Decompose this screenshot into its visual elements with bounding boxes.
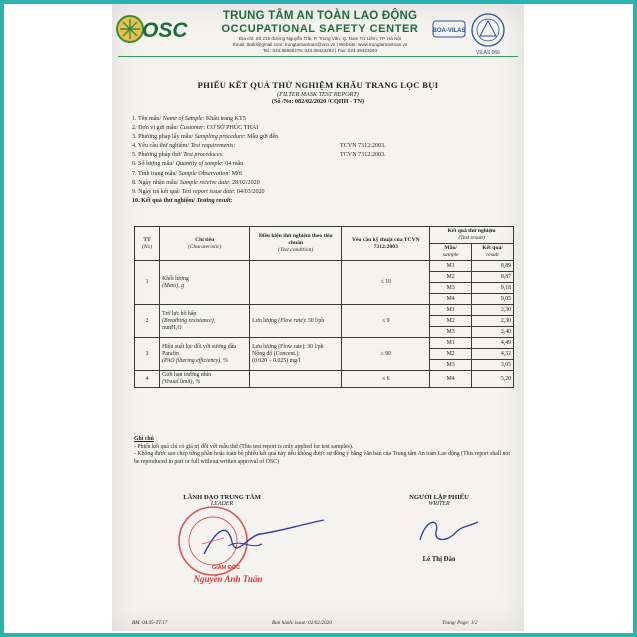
footer-page: Trang/ Page: 1/2 <box>442 620 478 626</box>
header-sample: Mẫu/ sample <box>430 244 472 261</box>
writer-signature-block <box>374 494 504 507</box>
result-cell: 5,20 <box>472 371 514 388</box>
notes-title: Ghi chú <box>134 436 154 442</box>
leader-role: GIÁM ĐỐC <box>211 565 241 571</box>
table-row <box>135 305 514 316</box>
leader-name: Nguyễn Anh Tuấn <box>193 574 263 584</box>
sample-cell: M2 <box>430 316 472 327</box>
footer-code: BM. 04.05-TT.17 <box>132 620 168 626</box>
header-characteristic: Chỉ tiêu (Charateristic) <box>160 227 250 261</box>
info-line-8: 8. Ngày nhận mẫu/ Sample receive date: 28/02/2020 <box>132 179 260 186</box>
leader-signature-icon <box>198 516 328 564</box>
letterhead <box>112 4 524 66</box>
writer-signature-icon <box>412 512 482 548</box>
result-cell: 2,40 <box>472 327 514 338</box>
org-phone: Tel.: 024.85858276, 024.39423293 | Fax: 024.39423293 <box>262 48 378 53</box>
info-line-10: 10. Kết quả thử nghiệm/ Testing result: <box>132 197 233 204</box>
row-2-condition: Lưu lượng (Flow rate): 30 l/ph <box>250 305 342 338</box>
sample-cell: M2 <box>430 272 472 283</box>
info-line-1: 1. Tên mẫu/ Name of Sample: Khẩu trang KT5 <box>132 116 246 122</box>
sample-info <box>132 115 512 206</box>
writer-subtitle: WRITER <box>428 501 450 507</box>
report-title-block <box>112 80 524 105</box>
osc-logo <box>114 12 202 46</box>
leader-title: LÃNH ĐẠO TRUNG TÂM <box>183 494 261 501</box>
sample-cell: M1 <box>430 338 472 349</box>
row-3-condition: Lưu lượng (Flow rate): 30 l/ph Nồng độ (Concent.): (0.020 ÷ 0.025) mg/l <box>250 338 342 371</box>
test-report-document <box>112 4 524 631</box>
sample-cell: M3 <box>430 327 472 338</box>
header-condition: Điều kiện thử nghiệm theo tiêu chuẩn (Test condition) <box>250 227 342 261</box>
row-3-no: 3 <box>135 338 160 371</box>
table-row <box>135 338 514 349</box>
org-contact: Email: ttatld@gmail.com; trungtamantoan@vnn.vn | Website: www.trungtamantoan.vn <box>232 42 408 47</box>
boa-vilas-logo <box>432 18 466 40</box>
result-cell: 9,18 <box>472 283 514 294</box>
sample-cell: M1 <box>430 261 472 272</box>
table-row <box>135 261 514 272</box>
header-result: Kết quả/ result <box>472 244 514 261</box>
report-number: (Số /No: 082/02/2020 /CQHH - TN) <box>271 98 365 105</box>
note-2: - Không được sao chép từng phần hoặc toàn bộ phiếu kết quả này nếu không được sự đồng ý bằng văn bản của Trung tâm An toàn Lao động (This report shall not be reproduced in part or full without written approval of OSC) <box>134 451 510 465</box>
result-cell: 2,30 <box>472 316 514 327</box>
results-table <box>134 226 514 388</box>
info-line-9: 9. Ngày trả kết quả/ Test report issue date: 04/03/2020 <box>132 188 265 195</box>
result-cell: 2,30 <box>472 305 514 316</box>
row-4-no: 4 <box>135 371 160 388</box>
footer-issue: Ban hành/ issue: 02/02/2020 <box>272 620 332 626</box>
row-2-requirement: ≤ 9 <box>342 305 430 338</box>
org-name-en: OCCUPATIONAL SAFETY CENTER <box>221 23 419 35</box>
org-name-vi: TRUNG TÂM AN TOÀN LAO ĐỘNG <box>222 10 418 22</box>
result-cell: 8,89 <box>472 261 514 272</box>
info-line-6: 6. Số lượng mẫu/ Quantity of sample: 04 mẫu <box>132 161 244 168</box>
info-line-5: 5. Phương pháp thử/ Test proceduces: TCVN 7312:2003. <box>132 152 386 159</box>
row-4-characteristic: Giới hạn trường nhìn (Visual limit), % <box>160 371 250 388</box>
leader-subtitle: LEADER <box>210 501 234 507</box>
header-divider <box>118 56 518 57</box>
row-1-condition <box>250 261 342 305</box>
info-line-2: 2. Đơn vị gửi mẫu/ Customer: CƠ SỞ PHÚC THÁI <box>132 125 259 132</box>
report-subtitle: (FILTER MASK TEST REPORT) <box>277 91 359 98</box>
header-result-group: Kết quả thử nghiệm (Test result) <box>430 227 514 244</box>
info-line-4: 4. Yêu cầu thử nghiệm/ Test requirements: TCVN 7312:2003. <box>132 143 386 150</box>
report-title: PHIẾU KẾT QUẢ THỬ NGHIỆM KHẨU TRANG LỌC BỤI <box>197 80 439 90</box>
sample-cell: M1 <box>430 305 472 316</box>
row-1-requirement: ≤ 10 <box>342 261 430 305</box>
writer-name: Lê Thị Đào <box>422 556 456 563</box>
row-4-requirement: ≤ 6 <box>342 371 430 388</box>
result-cell: 3,05 <box>472 360 514 371</box>
row-3-characteristic: Hiệu suất lọc đối với sương dầu Parafin (PAO filtering efficiency), % <box>160 338 250 371</box>
row-4-condition <box>250 371 342 388</box>
sample-cell: M2 <box>430 349 472 360</box>
table-row <box>135 371 514 388</box>
org-address: Địa chỉ: Số 216 đường Nguyễn Trãi, P. Trung Văn, Q. Nam Từ Liêm, TP. Hà Nội <box>238 36 402 41</box>
row-2-characteristic: Trở lực hô hấp (Breathing resistance), mmH₂O <box>160 305 250 338</box>
cert2-text: VILAS 066 <box>476 50 500 56</box>
notes-block <box>134 436 516 466</box>
row-2-no: 2 <box>135 305 160 338</box>
info-line-7: 7. Tình trạng mẫu/ Sample Observation: Mới <box>132 170 242 177</box>
result-cell: 4,49 <box>472 338 514 349</box>
vilas-seal-icon <box>468 12 508 56</box>
table-header-row <box>135 227 514 244</box>
sample-cell: M4 <box>430 294 472 305</box>
cert1-text: BOA-VILAS <box>432 28 466 34</box>
row-1-no: 1 <box>135 261 160 305</box>
header-requirement: Yêu cầu kỹ thuật của TCVN 7312:2003 <box>342 227 430 261</box>
organization-block <box>200 10 440 54</box>
result-cell: 8,87 <box>472 272 514 283</box>
info-line-3: 3. Phương pháp lấy mẫu/ Sampling procedure: Mẫu gửi đến <box>132 134 279 141</box>
row-1-characteristic: Khối lượng (Mass), g <box>160 261 250 305</box>
writer-title: NGƯỜI LẬP PHIẾU <box>409 494 469 501</box>
sample-cell: M3 <box>430 283 472 294</box>
row-3-requirement: ≥ 90 <box>342 338 430 371</box>
header-no: TT (No) <box>135 227 160 261</box>
sample-cell: M4 <box>430 371 472 388</box>
result-cell: 9,05 <box>472 294 514 305</box>
note-1: - Phiếu kết quả chỉ có giá trị đối với mẫu thử (This test report is only applied for test samples). <box>134 443 354 450</box>
result-cell: 4,32 <box>472 349 514 360</box>
sample-cell: M3 <box>430 360 472 371</box>
logo-text: OSC <box>142 19 188 42</box>
